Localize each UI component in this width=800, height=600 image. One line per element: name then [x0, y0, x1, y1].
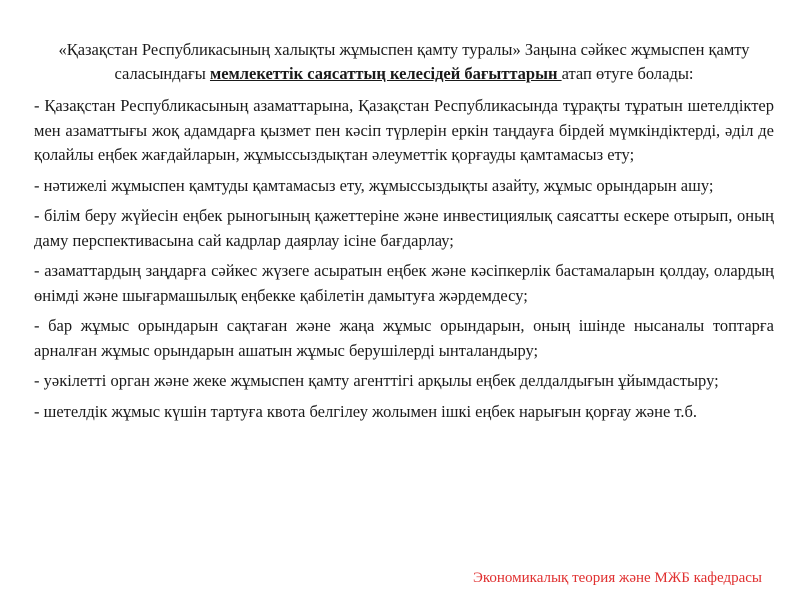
- list-item-4: - азаматтардың заңдарға сәйкес жүзеге асыратын еңбек және кәсіпкерлік бастамаларын қолдау, олардың өнімді және шығармашылық еңбекке қабілетін дамытуға жәрдемдесу;: [34, 261, 774, 305]
- list-item-7: - шетелдік жұмыс күшін тартуға квота белгілеу жолымен ішкі еңбек нарығын қорғау және т.б.: [34, 401, 698, 421]
- slide-content: [34, 38, 774, 430]
- department-footer: Экономикалық теория және МЖБ кафедрасы: [472, 570, 762, 586]
- intro-text-after: атап өтуге болады:: [561, 64, 694, 83]
- list-item-1: - Қазақстан Республикасының азаматтарына, Қазақстан Республикасында тұрақты тұратын шетелдіктер мен азаматтығы жоқ адамдарға қызмет пен кәсіп түрлерін еркін таңдауға бірдей мүмкіндіктерді, әділ де қолайлы еңбек жағдайларын, жұмыссыздықтан әлеуметтік қорғауды қамтамасыз ету;: [34, 96, 774, 164]
- list-item-6: - уәкілетті орган және жеке жұмыспен қамту агенттігі арқылы еңбек делдалдығын ұйымдастыру;: [34, 371, 719, 390]
- list-item-5: - бар жұмыс орындарын сақтаған және жаңа жұмыс орындарын, оның ішінде нысаналы топтарға арналған жұмыс орындарын ашатын жұмыс берушілерді ынталандыру;: [34, 316, 774, 360]
- list-item-2: - нәтижелі жұмыспен қамтуды қамтамасыз ету, жұмыссыздықты азайту, жұмыс орындарын ашу;: [34, 175, 714, 195]
- list-item-3: - білім беру жүйесін еңбек рыногының қажеттеріне және инвестициялық саясатты ескере отырып, оның даму перспективасына сай кадрлар даярлау ісіне бағдарлау;: [34, 206, 774, 250]
- intro-emphasis: мемлекеттік саясаттың келесідей бағыттарын: [209, 64, 562, 83]
- intro-paragraph: [34, 38, 774, 86]
- intro-text-before: «Қазақстан Республикасының халықты жұмыспен қамту туралы» Заңына сәйкес жұмыспен қамту саласындағы: [58, 40, 750, 83]
